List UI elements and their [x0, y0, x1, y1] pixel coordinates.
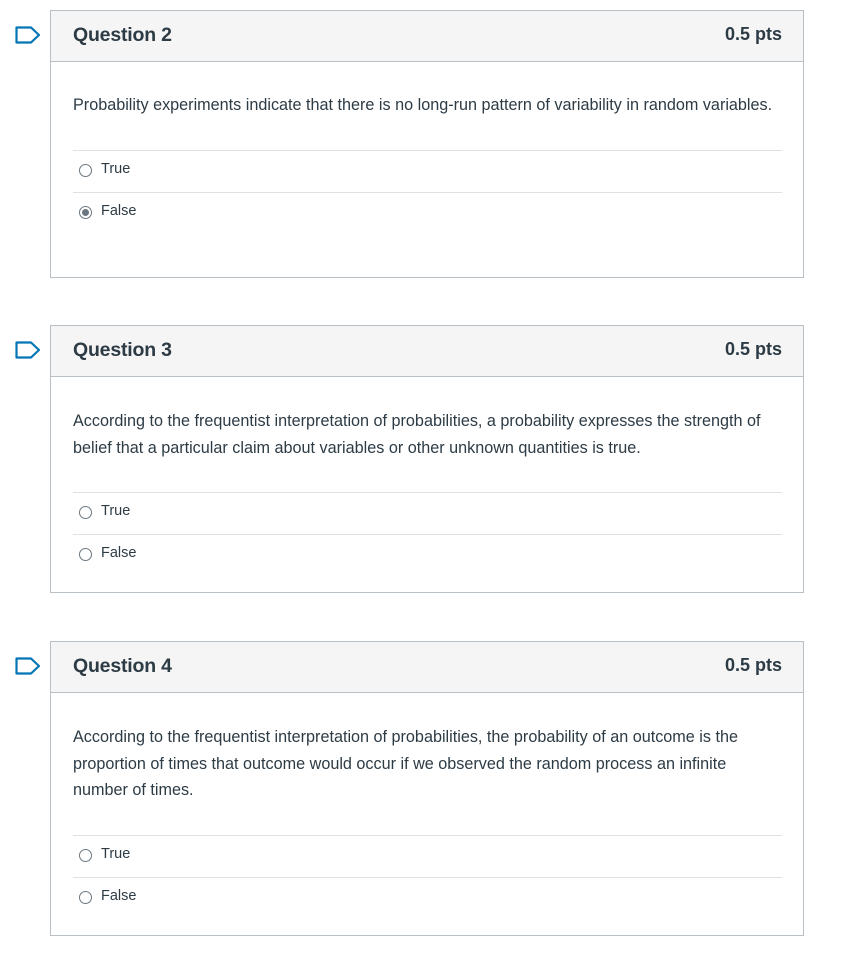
radio-button[interactable]	[79, 849, 92, 862]
radio-button[interactable]	[79, 891, 92, 904]
answer-label: True	[101, 160, 131, 177]
answer-label: True	[101, 503, 131, 519]
question-title: Question 3	[73, 339, 172, 361]
question-points: 0.5 pts	[724, 24, 782, 44]
answer-label: False	[101, 545, 137, 561]
question-header	[51, 642, 803, 693]
question-card	[50, 641, 804, 936]
question-title: Question 4	[73, 655, 172, 677]
answer-option-true[interactable]	[73, 492, 782, 534]
question-header	[51, 11, 803, 62]
answer-label: False	[101, 887, 137, 904]
question-header	[51, 326, 803, 377]
answer-label: False	[101, 202, 137, 219]
question-body	[51, 377, 803, 596]
bookmark-flag-icon[interactable]	[15, 341, 41, 359]
answer-option-true[interactable]	[73, 150, 782, 192]
radio-button[interactable]	[79, 164, 92, 177]
answer-option-true[interactable]	[73, 835, 782, 877]
question-card	[50, 325, 804, 593]
question-body	[51, 693, 803, 939]
question-text: According to the frequentist interpretation of probabilities, the probability of an outcome is the proportion of times that outcome would occur if we observed the random process an infinite number of times.	[73, 728, 738, 799]
question-points: 0.5 pts	[724, 655, 782, 675]
bookmark-flag-icon[interactable]	[15, 26, 41, 44]
answer-list	[73, 835, 782, 939]
radio-button[interactable]	[79, 548, 92, 561]
question-title: Question 2	[73, 24, 172, 46]
answer-option-false[interactable]	[73, 877, 782, 919]
question-text: Probability experiments indicate that there is no long-run pattern of variability in random variables.	[73, 96, 773, 114]
answer-label: True	[101, 845, 131, 862]
question-body	[51, 62, 803, 254]
question-card	[50, 10, 804, 278]
answer-option-false[interactable]	[73, 534, 782, 576]
question-points: 0.5 pts	[724, 339, 782, 359]
answer-list	[73, 492, 782, 596]
answer-list	[73, 150, 782, 254]
bookmark-flag-icon[interactable]	[15, 657, 41, 675]
answer-option-false[interactable]	[73, 192, 782, 234]
question-text: According to the frequentist interpretation of probabilities, a probability expresses the strength of belief that a particular claim about variables or other unknown quantities is true.	[73, 412, 761, 457]
radio-button-selected[interactable]	[79, 206, 92, 219]
radio-button[interactable]	[79, 506, 92, 519]
